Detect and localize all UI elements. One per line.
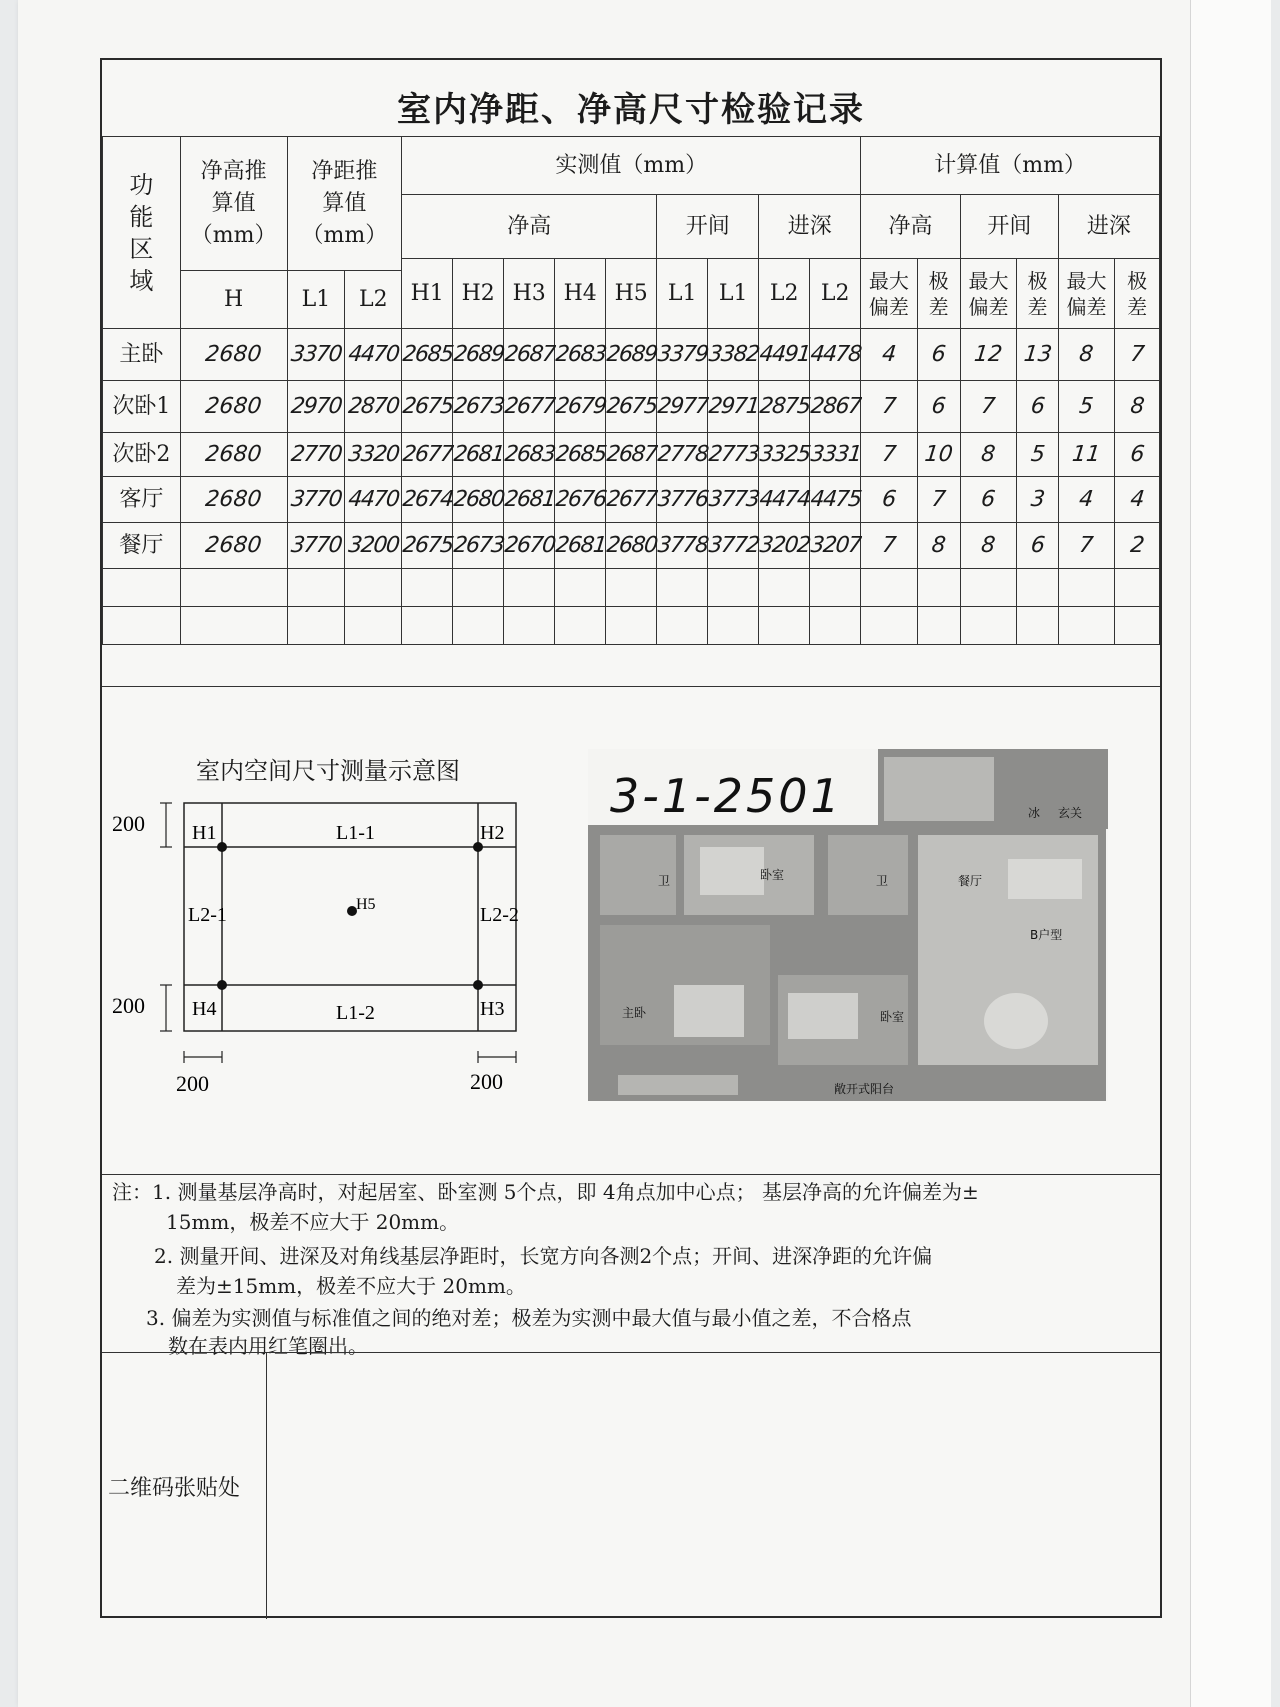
label-l2-1: L2-1 [188,904,227,926]
cell-h1: 2675 [399,523,455,569]
room-bedroom2: 卧室 [880,1010,905,1024]
cell-h1: 2674 [399,477,455,523]
dim-bottom-label: 200 [112,993,145,1018]
cell-dep-rng: 7 [1112,329,1162,381]
cell-h4: 2681 [552,523,608,569]
h-col-header: H [180,271,287,329]
cell-ml1a: 2977 [654,381,710,433]
inspection-form [100,58,1162,1618]
empty-cell [180,569,287,607]
dim-right-label: 200 [470,1069,503,1094]
cell-bay-rng: 6 [1014,381,1061,433]
cell-dep-rng: 8 [1112,381,1162,433]
cell-dep-max: 11 [1056,433,1117,477]
dim-left-label: 200 [176,1071,209,1096]
empty-cell [810,569,861,607]
rug [984,993,1048,1049]
label-h4: H4 [192,998,217,1020]
table-row [103,523,1160,569]
calc-depth-header: 进深 [1058,195,1159,259]
cell-h3: 2670 [501,523,557,569]
cell-h3: 2677 [501,381,557,433]
cell-ml1a: 3778 [654,523,710,569]
data-rows [103,329,1160,645]
cell-ml1b: 2971 [705,381,761,433]
empty-row [103,607,1160,645]
form-title: 室内净距、净高尺寸检验记录 [397,90,865,130]
diagram-section [102,686,1160,1175]
point-h1 [217,842,227,852]
cell-nh-max: 4 [858,329,920,381]
cell-dep-max: 5 [1056,381,1118,433]
cell-ml1b: 3772 [705,523,761,569]
empty-cell [453,607,504,645]
note-1-line-1: 注：1. 测量基层净高时，对起居室、卧室测 5个点，即 4角点加中心点； 基层净高的允许偏差为± [112,1180,979,1204]
cell-h: 2680 [178,477,290,523]
measured-h3-header: H3 [504,259,555,329]
empty-cell [810,607,861,645]
cell-ml1b: 2773 [705,433,761,477]
cell-l1: 2770 [285,433,348,477]
cell-nh-rng: 6 [914,329,963,381]
empty-cell [759,607,810,645]
empty-cell [1017,607,1059,645]
cell-ml1a: 3379 [654,329,710,381]
l2-col-header: L2 [345,271,402,329]
calc-depth-max-header: 最大偏差 [1058,259,1114,329]
empty-cell [917,607,960,645]
table-row [103,329,1160,381]
empty-cell [861,607,917,645]
point-h3 [473,980,483,990]
cell-dep-rng: 4 [1112,477,1162,523]
cell-ml2a: 4491 [756,329,812,381]
empty-cell [453,569,504,607]
bath2-room [828,835,908,915]
cell-h5: 2687 [603,433,659,477]
cell-h: 2680 [178,523,290,569]
cell-h1: 2685 [399,329,455,381]
table-row [103,381,1160,433]
floor-plan-image [588,749,1108,1101]
label-h2: H2 [480,822,505,844]
bed-2 [674,985,744,1037]
room-fridge: 冰 [1028,806,1041,820]
measured-height-header: 净高 [402,195,657,259]
cell-ml2b: 2867 [807,381,863,433]
area-cell: 餐厅 [103,523,181,569]
empty-cell [1058,607,1114,645]
point-h4 [217,980,227,990]
cell-h4: 2679 [552,381,608,433]
cell-dep-rng: 6 [1112,433,1161,477]
dining-table [1008,859,1082,899]
empty-cell [287,607,345,645]
label-l1-1: L1-1 [336,822,375,844]
empty-cell [1115,607,1160,645]
cell-l2: 4470 [342,329,404,381]
cell-ml1a: 3776 [654,477,710,523]
bed-1 [700,847,764,895]
cell-bay-rng: 6 [1014,523,1061,569]
empty-cell [606,569,657,607]
clearance-estimate-header: 净距推算值（mm） [287,137,402,271]
calculated-header: 计算值（mm） [861,137,1160,195]
cell-ml2b: 3207 [807,523,863,569]
cell-h2: 2673 [450,381,506,433]
measurement-diagram [108,787,568,1107]
cell-h2: 2680 [450,477,506,523]
note-2-line-1: 2. 测量开间、进深及对角线基层净距时，长宽方向各测2个点；开间、进深净距的允许偏 [154,1244,933,1268]
empty-cell [606,607,657,645]
note-1-line-2: 15mm，极差不应大于 20mm。 [166,1210,460,1234]
cell-nh-rng: 6 [914,381,963,433]
measured-bay-header: 开间 [657,195,759,259]
cell-l2: 3200 [342,523,404,569]
cell-l1: 3770 [285,523,348,569]
cell-ml2a: 3325 [756,433,812,477]
empty-cell [504,569,555,607]
qr-section [102,1352,1160,1619]
cell-nh-rng: 8 [915,523,963,569]
calc-height-range-header: 极差 [917,259,960,329]
measured-l1b-header: L1 [708,259,759,329]
measured-l2a-header: L2 [759,259,810,329]
cell-ml2b: 3331 [807,433,863,477]
cell-h: 2680 [178,329,290,381]
empty-cell [759,569,810,607]
note-3-line-2: 数在表内用红笔圈出。 [168,1334,368,1358]
empty-cell [402,607,453,645]
cell-h: 2680 [178,433,289,477]
cell-ml2a: 3202 [756,523,812,569]
empty-cell [960,569,1016,607]
cell-h5: 2675 [603,381,659,433]
room-type: B户型 [1030,928,1063,942]
empty-cell [504,607,555,645]
empty-cell [1017,569,1059,607]
cell-h4: 2676 [552,477,608,523]
label-h1: H1 [192,822,217,844]
empty-row [103,569,1160,607]
qr-divider [266,1353,267,1619]
area-cell: 次卧1 [103,381,181,433]
cell-nh-max: 7 [858,381,920,433]
empty-cell [861,569,917,607]
label-l1-2: L1-2 [336,1002,375,1024]
dim-top-label: 200 [112,811,145,836]
room-balcony: 敞开式阳台 [834,1082,895,1096]
area-cell: 次卧2 [103,433,181,477]
unit-number: 3-1-2501 [610,769,843,823]
cell-ml2b: 4475 [807,477,863,523]
cell-dep-max: 4 [1056,477,1117,523]
note-3-line-1: 3. 偏差为实测值与标准值之间的绝对差；极差为实测中最大值与最小值之差，不合格点 [146,1306,912,1330]
cell-l2: 4470 [342,477,404,523]
cell-h3: 2683 [501,433,557,477]
room-dining: 餐厅 [958,874,983,888]
cell-bay-max: 8 [958,523,1019,569]
calc-depth-range-header: 极差 [1115,259,1160,329]
empty-cell [287,569,345,607]
empty-cell [555,569,606,607]
l1-col-header: L1 [287,271,345,329]
measured-header: 实测值（mm） [402,137,861,195]
empty-cell [103,607,181,645]
cell-nh-rng: 7 [915,477,963,523]
calc-bay-header: 开间 [960,195,1058,259]
cell-l1: 2970 [284,381,347,433]
empty-cell [917,569,960,607]
cell-dep-max: 7 [1056,523,1117,569]
measured-l1a-header: L1 [657,259,708,329]
cell-h4: 2683 [552,329,608,381]
room-bath2: 卫 [876,874,889,888]
calc-bay-max-header: 最大偏差 [960,259,1016,329]
cell-h4: 2685 [552,433,608,477]
room-master: 主卧 [622,1006,647,1020]
empty-cell [708,569,759,607]
cell-ml1b: 3382 [705,329,761,381]
empty-cell [657,607,708,645]
cell-nh-rng: 10 [915,433,963,477]
label-h3: H3 [480,998,505,1020]
label-l2-2: L2-2 [480,904,519,926]
cell-h: 2680 [178,381,290,433]
calc-height-max-header: 最大偏差 [861,259,917,329]
cell-h2: 2681 [450,433,506,477]
area-cell: 主卧 [103,329,181,381]
label-h5: H5 [356,896,376,913]
empty-cell [103,569,181,607]
room-bath1: 卫 [658,874,671,888]
diagram-title: 室内空间尺寸测量示意图 [196,757,460,785]
cell-l1: 3370 [284,329,347,381]
cell-h3: 2681 [501,477,557,523]
measured-h2-header: H2 [453,259,504,329]
empty-cell [657,569,708,607]
cell-bay-max: 12 [958,329,1020,381]
cell-nh-max: 7 [858,523,919,569]
measurement-table [102,136,1160,645]
height-estimate-header: 净高推算值（mm） [180,137,287,271]
cell-dep-rng: 2 [1112,523,1162,569]
cell-bay-rng: 5 [1014,433,1060,477]
balcony-strip [618,1075,738,1095]
cell-h1: 2677 [399,433,455,477]
empty-cell [345,569,402,607]
cell-l1: 3770 [285,477,348,523]
cell-bay-max: 8 [958,433,1019,477]
table-row [103,433,1160,477]
cell-h1: 2675 [399,381,455,433]
empty-cell [555,607,606,645]
cell-ml2b: 4478 [807,329,863,381]
cell-nh-max: 6 [858,477,919,523]
empty-cell [708,607,759,645]
notes-section [102,1174,1160,1358]
measured-depth-header: 进深 [759,195,861,259]
cell-nh-max: 7 [858,433,919,477]
room-entry: 玄关 [1058,806,1083,820]
measured-h4-header: H4 [555,259,606,329]
measured-h5-header: H5 [606,259,657,329]
cell-l2: 3320 [343,433,404,477]
cell-h2: 2673 [450,523,506,569]
table-row [103,477,1160,523]
cell-h5: 2680 [603,523,659,569]
measured-h1-header: H1 [402,259,453,329]
cell-bay-max: 6 [958,477,1019,523]
measured-l2b-header: L2 [810,259,861,329]
area-cell: 客厅 [103,477,181,523]
cell-h5: 2677 [603,477,659,523]
cell-ml2a: 4474 [756,477,812,523]
cell-h3: 2687 [501,329,557,381]
empty-cell [1058,569,1114,607]
kitchen-area [884,757,994,821]
area-header: 功能区域 [103,137,181,329]
empty-cell [345,607,402,645]
qr-label: 二维码张贴处 [108,1476,241,1501]
empty-cell [180,607,287,645]
room-bedroom: 卧室 [760,868,785,882]
cell-ml1b: 3773 [705,477,761,523]
bed-3 [788,993,858,1039]
calc-height-header: 净高 [861,195,961,259]
cell-h2: 2689 [450,329,506,381]
cell-dep-max: 8 [1056,329,1118,381]
cell-bay-rng: 13 [1014,329,1061,381]
cell-ml1a: 2778 [654,433,710,477]
empty-cell [1115,569,1160,607]
cell-bay-max: 7 [958,381,1020,433]
empty-cell [960,607,1016,645]
empty-cell [402,569,453,607]
paper-edge [1190,0,1271,1707]
note-2-line-2: 差为±15mm，极差不应大于 20mm。 [176,1274,526,1298]
cell-ml2a: 2875 [756,381,812,433]
cell-l2: 2870 [342,381,404,433]
calc-bay-range-header: 极差 [1017,259,1059,329]
cell-h5: 2689 [603,329,659,381]
cell-bay-rng: 3 [1014,477,1061,523]
